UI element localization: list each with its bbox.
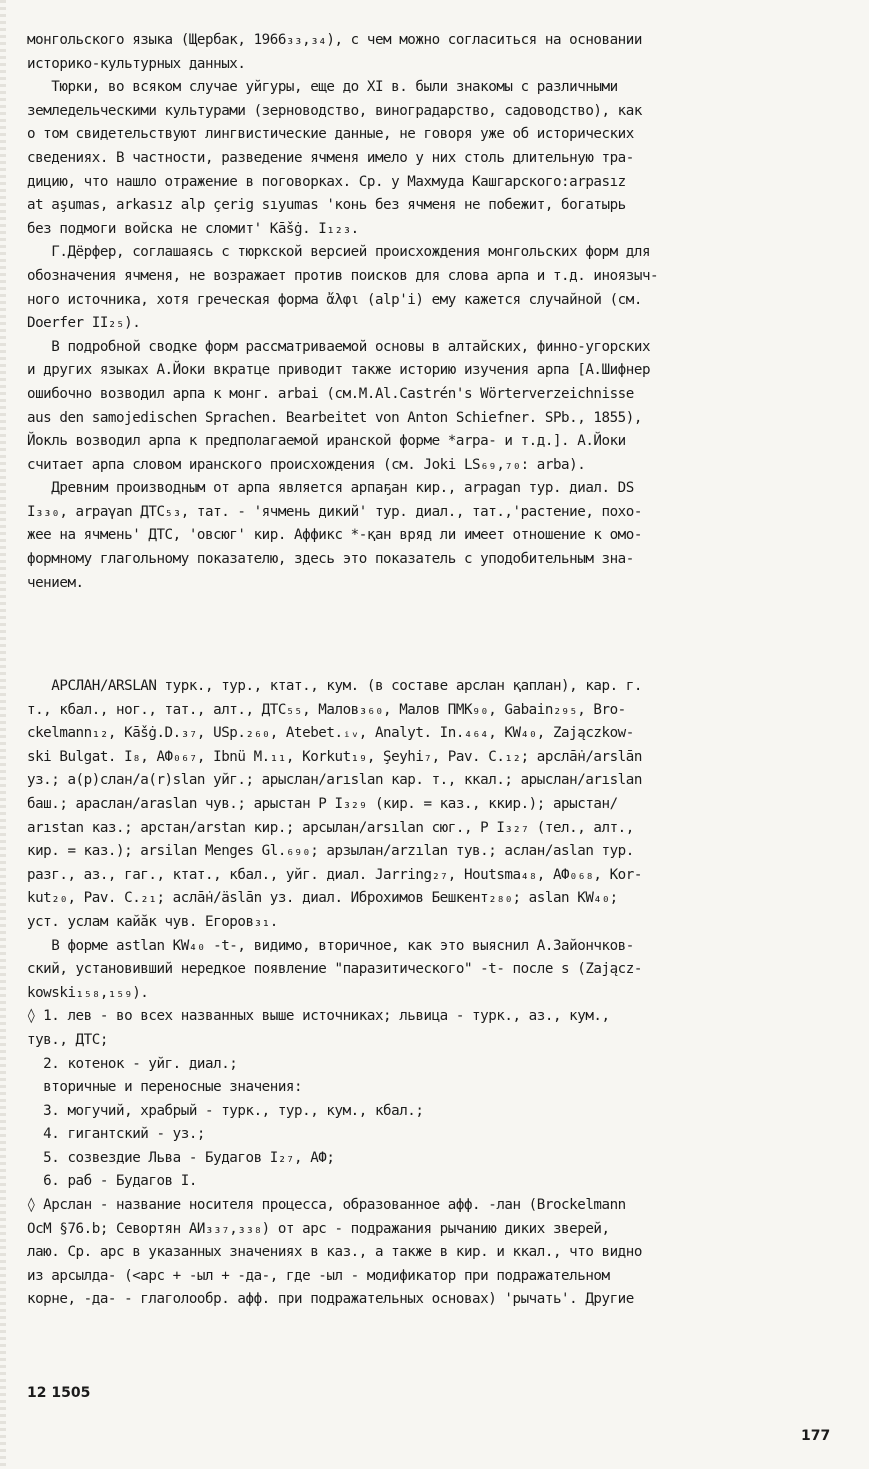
text-line: земледельческими культурами (зерноводство, виноградарство, садоводство), как: [27, 102, 642, 119]
entry-line: 4. гигантский - уз.;: [27, 1126, 206, 1143]
text-line: историко-культурных данных.: [27, 55, 246, 72]
entry-line: OсМ §76.b; Севортян АИ₃₃₇,₃₃₈) от арс - подражания рычанию диких зверей,: [27, 1220, 610, 1237]
entry-line: тув., ДТС;: [27, 1031, 108, 1048]
text-line: жее на ячмень' ДТС, 'овсюг' кир. Аффикс *-қан вряд ли имеет отношение к омо-: [27, 527, 642, 544]
page-number: 177: [801, 1428, 831, 1444]
entry-line: кир. = каз.); arsilan Menges Gl.₆₉₀; арзылан/arzılan тув.; аслан/aslan тур.: [27, 843, 634, 860]
text-line: Йокль возводил арпа к предполагаемой иранской форме *arpa- и т.д.]. А.Йоки: [27, 433, 626, 450]
entry-line: ckelmann₁₂, Kāšġ.D.₃₇, USp.₂₆₀, Atebet.ᵢᵥ, Analyt. In.₄₆₄, KW₄₀, Zajączkow-: [27, 725, 634, 742]
entry-line: 5. созвездие Льва - Будагов I₂₇, АФ;: [27, 1149, 335, 1166]
text-line: Doerfer II₂₅).: [27, 315, 141, 332]
entry-line: корне, -да- - глаголообр. афф. при подражательных основах) 'рычать'. Другие: [27, 1291, 634, 1308]
footer-signature: 12 1505: [27, 1385, 91, 1401]
entry-line: ◊ Арслан - название носителя процесса, образованное афф. -лан (Brockelmann: [27, 1197, 626, 1214]
text-line: ошибочно возводил арпа к монг. arbai (см.M.Al.Castrén's Wörterverzeichnisse: [27, 385, 634, 402]
entry-line: АРСЛАН/ARSLAN турк., тур., ктат., кум. (в составе арслан қаплан), кар. г.: [27, 678, 642, 694]
text-line: формному глагольному показателю, здесь это показатель с уподобительным зна-: [27, 551, 634, 568]
entry-line: разг., аз., гаг., ктат., кбал., уйг. диал. Jarring₂₇, Houtsma₄₈, АФ₀₆₈, Kor-: [27, 866, 642, 883]
text-line: считает арпа словом иранского происхождения (см. Joki LS₆₉,₇₀: arba).: [27, 456, 586, 473]
text-line: I₃₃₀, arpaγan ДТС₅₃, тат. - 'ячмень дикий' тур. диал., тат.,'растение, похо-: [27, 503, 642, 520]
text-line: В подробной сводке форм рассматриваемой основы в алтайских, финно-угорских: [27, 338, 651, 355]
entry-line: уз.; а(р)слан/a(r)slan уйг.; арыслан/arıslan кар. т., ккал.; арыслан/arıslan: [27, 772, 642, 789]
text-line: ного источника, хотя греческая форма ἄλφι (alp'i) ему кажется случайной (см.: [27, 291, 642, 308]
entry-line: kut₂₀, Pav. C.₂₁; аслā̇н/äslān уз. диал. Иброхимов Бешкент₂₈₀; aslan KW₄₀;: [27, 890, 618, 907]
entry-line: kowski₁₅₈,₁₅₉).: [27, 984, 149, 1001]
text-line: aus den samojedischen Sprachen. Bearbeitet von Anton Schiefner. SPb., 1855),: [27, 409, 642, 426]
text-line: обозначения ячменя, не возражает против поисков для слова арпа и т.д. иноязыч-: [27, 267, 659, 284]
entry-line: arıstan каз.; арстан/arstan кир.; арсылан/arsılan сюг., Р I₃₂₇ (тел., алт.,: [27, 819, 634, 836]
text-line: Г.Дёрфер, соглашаясь с тюркской версией происхождения монгольских форм для: [27, 244, 651, 261]
entry-line: ский, установивший нередкое появление "паразитического" -t- после s (Zającz-: [27, 961, 642, 978]
text-line: Тюрки, во всяком случае уйгуры, еще до XI в. были знакомы с различными: [27, 79, 618, 96]
entry-line: ski Bulgat. I₈, АФ₀₆₇, Ibnü M.₁₁, Korkut₁₉, Şeyhi₇, Pav. C.₁₂; арслā̇н/arslān: [27, 748, 642, 765]
entry-line: 2. котенок - уйг. диал.;: [27, 1055, 238, 1072]
entry-line: вторичные и переносные значения:: [27, 1079, 303, 1096]
entry-line: из арсылда- (<арс + -ыл + -да-, где -ыл - модификатор при подражательном: [27, 1267, 610, 1284]
entry-line: баш.; араслан/araslan чув.; арыстан Р I₃₂₉ (кир. = каз., ккир.); арыстан/: [27, 795, 618, 812]
text-line: at aşumas, arkasız alp çerig sıyumas 'конь без ячменя не побежит, богатырь: [27, 197, 626, 214]
text-line: Древним производным от арпа является арпаҕан кир., arpagan тур. диал. DS: [27, 480, 634, 497]
text-block-arslan-entry: [27, 675, 845, 1312]
entry-line: 6. раб - Будагов I.: [27, 1173, 197, 1190]
entry-line: лаю. Ср. арс в указанных значениях в каз., а также в кир. и ккал., что видно: [27, 1244, 642, 1261]
text-line: сведениях. В частности, разведение ячменя имело у них столь длительную тра-: [27, 149, 634, 166]
scan-edge: [0, 0, 6, 1469]
text-line: и других языках А.Йоки вкратце приводит также историю изучения арпа [А.Шифнер: [27, 362, 651, 379]
text-line: монгольского языка (Щербак, 1966₃₃,₃₄), с чем можно согласиться на основании: [27, 32, 642, 48]
entry-line: т., кбал., ног., тат., алт., ДТС₅₅, Малов₃₆₀, Малов ПМК₉₀, Gabain₂₉₅, Bro-: [27, 701, 626, 718]
text-line: без подмоги войска не сломит' Kāšġ. I₁₂₃.: [27, 220, 359, 237]
entry-line: ◊ 1. лев - во всех названных выше источниках; львица - турк., аз., кум.,: [27, 1008, 610, 1025]
entry-line: 3. могучий, храбрый - турк., тур., кум., кбал.;: [27, 1102, 424, 1119]
text-block-top: [27, 29, 845, 595]
entry-line: В форме astlan KW₄₀ -t-, видимо, вторичное, как это выяснил А.Зайончков-: [27, 937, 634, 954]
text-line: о том свидетельствуют лингвистические данные, не говоря уже об исторических: [27, 126, 634, 143]
entry-line: уст. услам кайӑк чув. Егоров₃₁.: [27, 913, 278, 930]
text-line: чением.: [27, 574, 84, 591]
text-line: дицию, что нашло отражение в поговорках. Ср. у Махмуда Кашгарского:arpasız: [27, 173, 626, 190]
